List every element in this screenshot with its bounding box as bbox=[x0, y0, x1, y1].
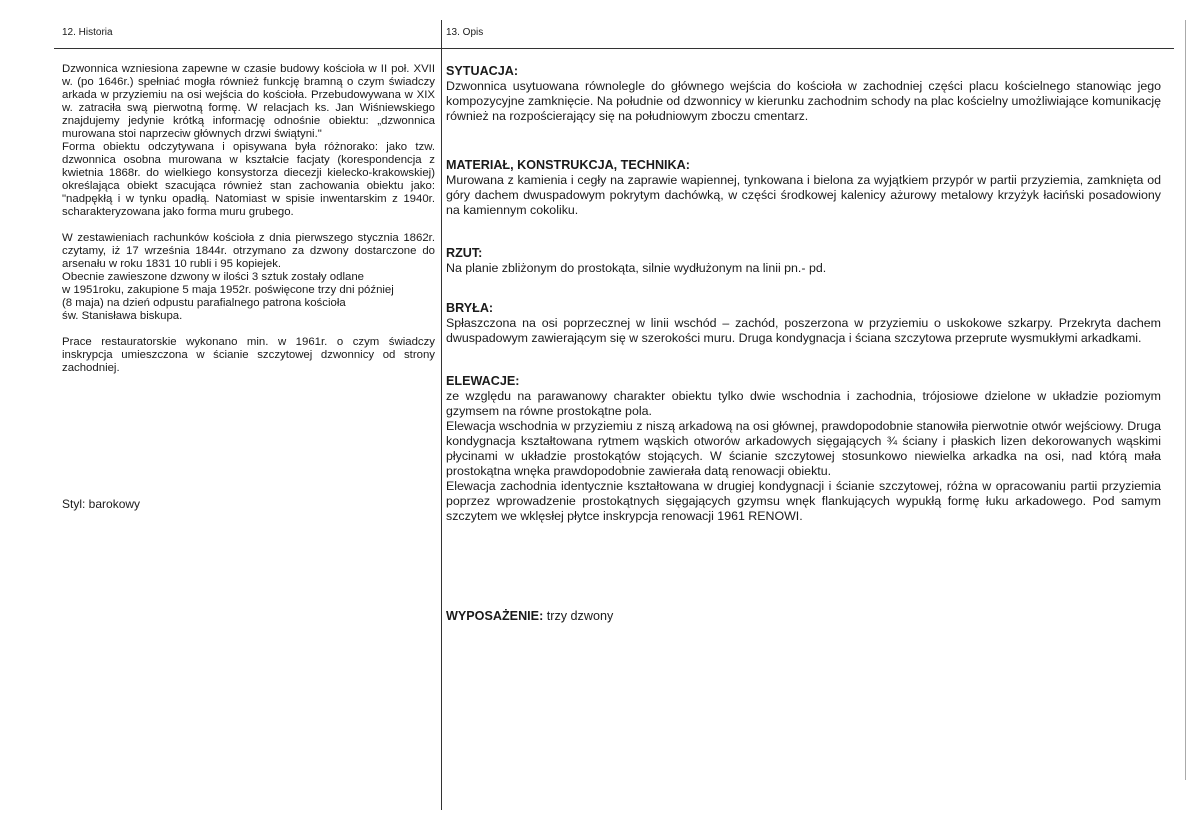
description-heading: 13. Opis bbox=[446, 27, 484, 38]
section-text-elevations-east: Elewacja wschodnia w przyziemiu z niszą arkadową na osi głównej, prawdopodobnie stanowiła pierwotnie otwór wejściowy. Druga kondygnacja kształtowana rytmem wąskich otworów arkadowych sięgających ¾ ściany i płaskich lizen dekorowanych wąskimi płycinami w układzie prostokątów stojących. W ścianie szczytowej stosunkowo niewielka arkadka na osi, nad którą mała prostokątna wnęka prawdopodobnie zawierała datą renowacji obiektu. bbox=[446, 419, 1161, 478]
section-text-plan: Na planie zbliżonym do prostokąta, silnie wydłużonym na linii pn.- pd. bbox=[446, 261, 827, 275]
history-paragraph: Forma obiektu odczytywana i opisywana była różnorako: jako tzw. dzwonnica osobna murowana w kształcie facjaty (korespondencja z kwietnia 1868r. do wielkiego konsystorza diecezji kielecko-krakowskiej) określająca obiekt szacująca również stan zachowania obiektu jako: "nadpękłą i w tynku opadłą. Natomiast w spisie inwentarskim z 1940r. scharakteryzowana jako forma muru grubego. bbox=[62, 141, 435, 218]
history-heading: 12. Historia bbox=[62, 27, 113, 38]
equipment-label: WYPOSAŻENIE: bbox=[446, 609, 544, 623]
history-column bbox=[62, 63, 435, 375]
column-divider bbox=[441, 20, 442, 810]
description-column bbox=[446, 64, 1161, 524]
section-text-material: Murowana z kamienia i cegły na zaprawie wapiennej, tynkowana i bielona za wyjątkiem przypór w partii przyziemia, zamknięta od góry dachem dwuspadowym pokrytym dachówką, w części środkowej kalenicy ażurowy metalowy krzyżyk łaciński posadowiony na kamiennym cokoliku. bbox=[446, 173, 1161, 217]
style-label: Styl: barokowy bbox=[62, 497, 141, 511]
history-paragraph: (8 maja) na dzień odpustu parafialnego patrona kościoła bbox=[62, 297, 346, 309]
top-rule bbox=[54, 48, 1174, 49]
section-text-elevations: ze względu na parawanowy charakter obiektu tylko dwie wschodnia i zachodnia, trójosiowe dzielone w układzie poziomym gzymsem na równe prostokątne pola. bbox=[446, 389, 1161, 418]
equipment-value: trzy dzwony bbox=[546, 609, 614, 623]
history-paragraph: Obecnie zawieszone dzwony w ilości 3 sztuk zostały odlane bbox=[62, 271, 365, 283]
history-paragraph: św. Stanisława biskupa. bbox=[62, 310, 183, 322]
section-title-form: BRYŁA: bbox=[446, 301, 494, 315]
history-paragraph: W zestawieniach rachunków kościoła z dnia pierwszego stycznia 1862r. czytamy, iż 17 września 1844r. otrzymano za dzwony dostarczone do arsenału w roku 1831 10 rubli i 95 kopiejek. bbox=[62, 232, 435, 270]
section-title-plan: RZUT: bbox=[446, 246, 483, 260]
section-text-situation: Dzwonnica usytuowana równolegle do głównego wejścia do kościoła w zachodniej części placu kościelnego stanowiąc jego kompozycyjne zamknięcie. Na południe od dzwonnicy w kierunku zachodnim schody na plac kościelny umożliwiające komunikację również na rozpościerający się na południowym zboczu cmentarz. bbox=[446, 79, 1161, 123]
section-title-material: MATERIAŁ, KONSTRUKCJA, TECHNIKA: bbox=[446, 158, 690, 172]
section-text-form: Spłaszczona na osi poprzecznej w linii wschód – zachód, poszerzona w przyziemiu o uskokowe szkarpy. Przekryta dachem dwuspadowym zawierającym się w szerokości muru. Druga kondygnacja i ściana szczytowa przeprute wysmukłymi arkadkami. bbox=[446, 316, 1161, 345]
right-edge-rule bbox=[1185, 20, 1186, 780]
history-paragraph: Prace restauratorskie wykonano min. w 1961r. o czym świadczy inskrypcja umieszczona w ścianie szczytowej dzwonnicy od strony zachodniej. bbox=[62, 336, 435, 374]
section-title-elevations: ELEWACJE: bbox=[446, 374, 520, 388]
equipment-line bbox=[446, 609, 613, 623]
history-paragraph: Dzwonnica wzniesiona zapewne w czasie budowy kościoła w II poł. XVII w. (po 1646r.) spełniać mogła również funkcję bramną o czym świadczy arkada w przyziemiu na osi wejścia do kościoła. Przebudowywana w XIX w. zatraciła swą pierwotną formę. W relacjach ks. Jan Wiśniewskiego znajdujemy jedynie krótką informację odnośnie obiektu: „dzwonnica murowana stoi naprzeciw głównych drzwi świątyni." bbox=[62, 63, 435, 140]
section-text-elevations-west: Elewacja zachodnia identycznie kształtowana w drugiej kondygnacji i ścianie szczytowej, różna w opracowaniu partii przyziemia poprzez wprowadzenie prostokątnych sięgających gzymsu wnęk flankujących wypukłą formę łuku arkadowego. Pod samym szczytem we wklęsłej płytce inskrypcja renowacji 1961 RENOWI. bbox=[446, 479, 1161, 523]
section-title-situation: SYTUACJA: bbox=[446, 64, 519, 78]
history-paragraph: w 1951roku, zakupione 5 maja 1952r. poświęcone trzy dni później bbox=[62, 284, 394, 296]
